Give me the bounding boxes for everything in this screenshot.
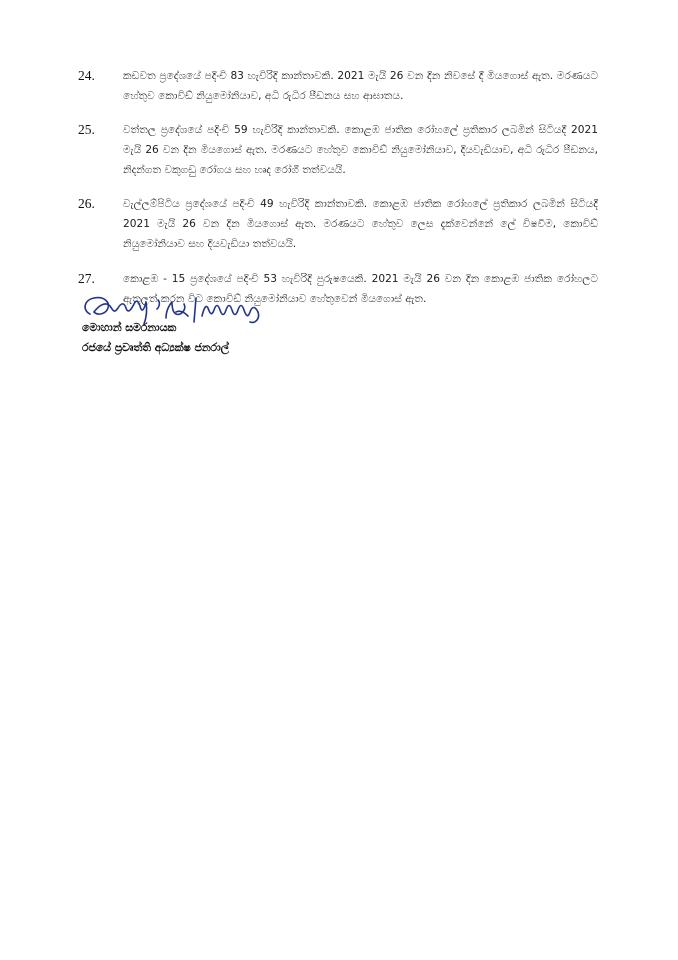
signatory-block [82, 318, 229, 358]
entry-text: කඩවත ප්‍රදේශයේ පදිංචි 83 හැවිරිදි කාන්තාවකි. 2021 මැයි 26 වන දින නිවසේ දී මියගොස් ඇත. මරණයට හේතුව කොවිඩ් නියුමෝනියාව, අධි රුධිර පීඩනය සහ ආඝාතය. [123, 70, 598, 102]
entry-text: වත්තල ප්‍රදේශයේ පදිංචි 59 හැවිරිදි කාන්තාවකි. කොළඹ ජාතික රෝහලේ ප්‍රතිකාර ලබමින් සිටියදී 2021 මැයි 26 වන දින මියගොස් ඇත. මරණයට හේතුව කොවිඩ් නියුමෝනියාව, දියවැඩියාව, අධි රුධිර පීඩනය, නිදන්ගත වකුගඩු රෝගය සහ හෘද රෝගී තත්වයයි. [123, 124, 598, 176]
entry-number: 27. [78, 271, 95, 286]
death-report-list [78, 66, 598, 309]
entry-text: කොළඹ - 15 ප්‍රදේශයේ පදිංචි 53 හැවිරිදි පුරුෂයෙකි. 2021 මැයි 26 වන දින කොළඹ ජාතික රෝහලට ඇතුලත් කරන විට කොවිඩ් නියුමෝනියාව හේතුවෙන් මියගොස් ඇත. [123, 273, 598, 305]
signatory-title: රජයේ ප්‍රවෘත්ති අධ්‍යක්ෂ ජනරාල් [82, 341, 229, 354]
list-item [78, 66, 598, 106]
entry-text: වැල්ලම්පිටිය ප්‍රදේශයේ පදිංචි 49 හැවිරිදි කාන්තාවකි. කොළඹ ජාතික රෝහලේ ප්‍රතිකාර ලබමින් සිටියදී 2021 මැයි 26 වන දින මියගොස් ඇත. මරණයට හේතුව ලෙස දැක්වෙන්නේ ලේ විෂවීම, කොවිඩ් නියුමෝනියාව සහ දියවැඩියා තත්වයයි. [123, 198, 598, 250]
signatory-name: මොහාන් සමරනායක [82, 321, 177, 334]
entry-number: 26. [78, 196, 95, 211]
list-item [78, 194, 598, 254]
entry-number: 24. [78, 68, 95, 83]
entry-number: 25. [78, 122, 95, 137]
list-item [78, 120, 598, 180]
